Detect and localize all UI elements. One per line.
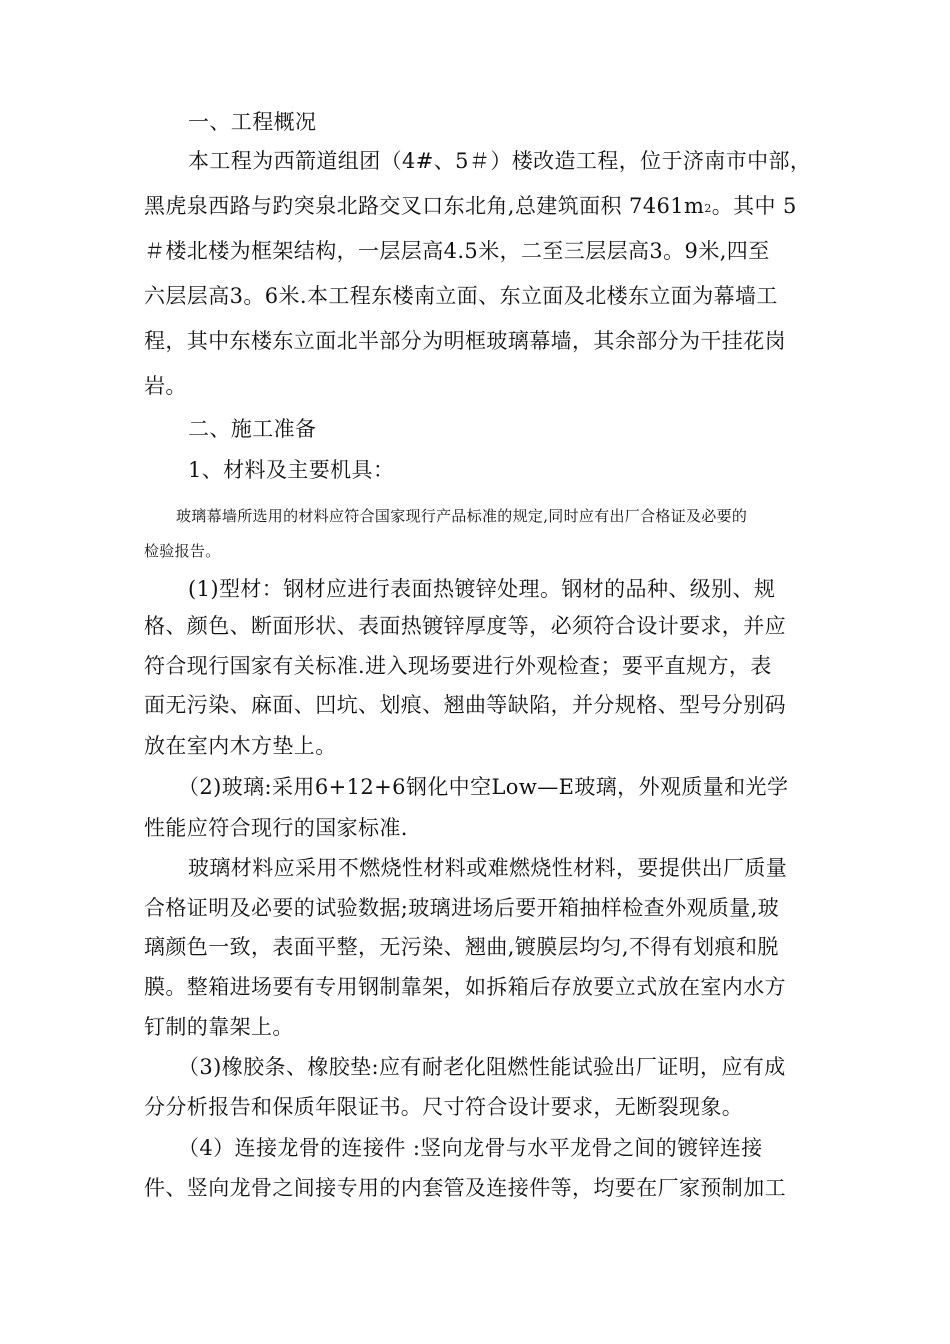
paragraph-line: (1)型材：钢材应进行表面热镀锌处理。钢材的品种、级别、规 (188, 577, 776, 601)
paragraph-line: 面无污染、麻面、凹坑、划痕、翘曲等缺陷，并分规格、型号分别码 (144, 693, 786, 717)
paragraph-line: ＃楼北楼为框架结构，一层层高4.5米，二至三层层高3。9米,四至 (144, 239, 770, 263)
paragraph-text: 。其中 5 (711, 194, 797, 218)
heading-construction-prep: 二、施工准备 (188, 417, 317, 441)
subheading-materials: 1、材料及主要机具： (188, 458, 395, 482)
paragraph-line-small: 玻璃幕墙所选用的材料应符合国家现行产品标准的规定,同时应有出厂合格证及必要的 (176, 507, 748, 525)
paragraph-line: 分分析报告和保质年限证书。尺寸符合设计要求，无断裂现象。 (144, 1095, 744, 1119)
heading-project-overview: 一、工程概况 (188, 110, 317, 134)
paragraph-line (144, 191, 797, 224)
paragraph-line: （2)玻璃:采用6+12+6钢化中空Low—E玻璃，外观质量和光学 (178, 775, 789, 799)
paragraph-line: （4）连接龙骨的连接件 :竖向龙骨与水平龙骨之间的镀锌连接 (178, 1136, 763, 1160)
paragraph-line: 合格证明及必要的试验数据;玻璃进场后要开箱抽样检查外观质量,玻 (144, 896, 780, 920)
paragraph-line: 钉制的靠架上。 (144, 1015, 294, 1039)
paragraph-line: 本工程为西箭道组团（4#、5＃）楼改造工程，位于济南市中部， (188, 149, 812, 173)
paragraph-line: 璃颜色一致，表面平整，无污染、翘曲,镀膜层均匀,不得有划痕和脱 (144, 935, 779, 959)
paragraph-line: 件、竖向龙骨之间接专用的内套管及连接件等，均要在厂家预制加工 (144, 1176, 786, 1200)
paragraph-line: 性能应符合现行的国家标准. (144, 816, 408, 840)
paragraph-text: 黑虎泉西路与趵突泉北路交叉口东北角,总建筑面积 7461m (144, 194, 705, 218)
paragraph-line: 程，其中东楼东立面北半部分为明框玻璃幕墙，其余部分为干挂花岗 (144, 329, 786, 353)
paragraph-line: 放在室内木方垫上。 (144, 734, 337, 758)
paragraph-line: （3)橡胶条、橡胶垫:应有耐老化阻燃性能试验出厂证明，应有成 (178, 1055, 786, 1079)
superscript-text: 2 (704, 202, 712, 215)
paragraph-line: 格、颜色、断面形状、表面热镀锌厚度等，必须符合设计要求，并应 (144, 614, 786, 638)
paragraph-line: 玻璃材料应采用不燃烧性材料或难燃烧性材料，要提供出厂质量 (188, 856, 788, 880)
paragraph-line: 膜。整箱进场要有专用钢制靠架，如拆箱后存放要立式放在室内水方 (144, 975, 786, 999)
paragraph-line: 岩。 (144, 374, 187, 398)
paragraph-line: 符合现行国家有关标准.进入现场要进行外观检查；要平直规方，表 (144, 654, 772, 678)
paragraph-line-small: 检验报告。 (144, 542, 221, 560)
paragraph-line: 六层层高3。6米.本工程东楼南立面、东立面及北楼东立面为幕墙工 (144, 284, 778, 308)
